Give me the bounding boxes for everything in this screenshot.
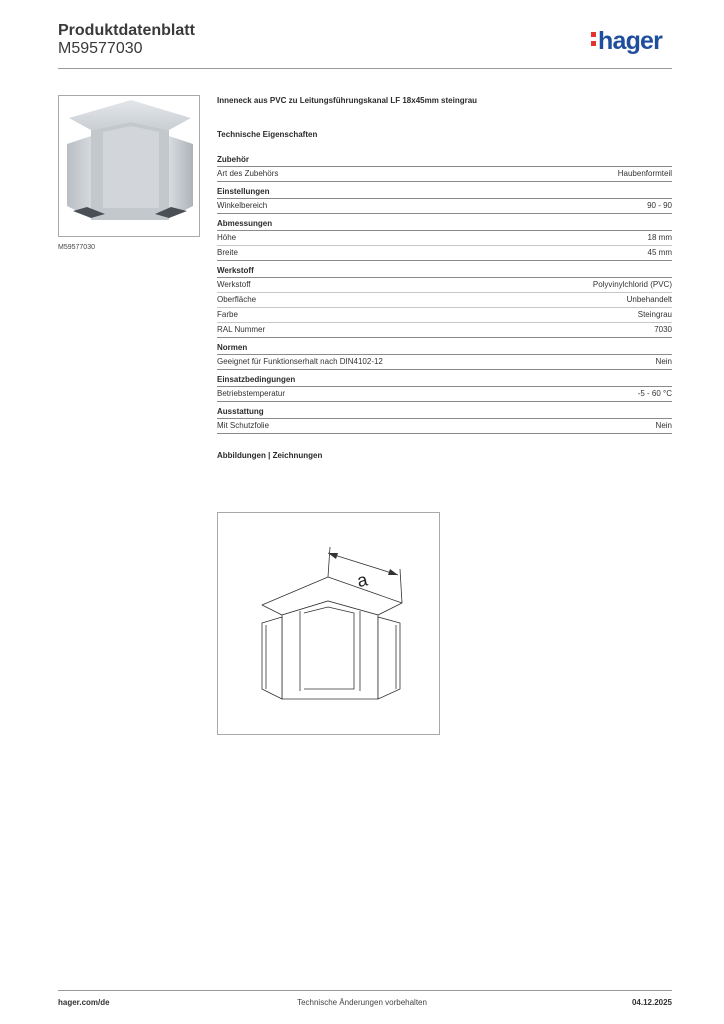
spec-group-ausstattung [217,406,672,434]
header-divider [58,68,672,69]
spec-row [217,231,672,246]
spec-group-title: Zubehör [217,154,672,167]
spec-row [217,308,672,323]
corner-piece-icon [59,96,199,236]
spec-value: 18 mm [647,233,672,242]
dimension-label: a [355,569,370,592]
spec-group-zubehoer [217,154,672,182]
spec-value: Nein [655,421,672,430]
spec-label: Geeignet für Funktionserhalt nach DIN4102-12 [217,357,383,366]
spec-label: Betriebstemperatur [217,389,286,398]
spec-value: Haubenformteil [617,169,672,178]
image-caption: M59577030 [58,244,95,251]
footer-notice: Technische Änderungen vorbehalten [297,998,427,1007]
page-title: Produktdatenblatt [58,22,195,39]
spec-group-einsatzbedingungen [217,374,672,402]
spec-group-normen [217,342,672,370]
footer-date: 04.12.2025 [631,998,672,1007]
spec-section [217,96,672,462]
footer-website-link[interactable]: hager.com/de [58,998,110,1007]
spec-value: Polyvinylchlorid (PVC) [592,280,672,289]
spec-group-title: Einstellungen [217,186,672,199]
hager-logo [591,28,662,54]
spec-value: Nein [655,357,672,366]
spec-label: Winkelbereich [217,201,268,210]
spec-value: 90 - 90 [647,201,672,210]
spec-group-title: Abmessungen [217,218,672,231]
spec-group-werkstoff [217,265,672,338]
spec-label: Art des Zubehörs [217,169,279,178]
spec-row [217,167,672,182]
spec-row [217,355,672,370]
spec-value: Unbehandelt [626,295,672,304]
spec-label: Oberfläche [217,295,257,304]
logo-text: hager [598,27,663,55]
spec-label: RAL Nummer [217,325,266,334]
tech-properties-heading: Technische Eigenschaften [217,130,318,139]
article-number: M59577030 [58,40,143,57]
technical-drawing [217,512,440,735]
spec-group-title: Einsatzbedingungen [217,374,672,387]
product-description: Inneneck aus PVC zu Leitungsführungskanal LF 18x45mm steingrau [217,96,478,105]
logo-dots-icon [591,31,596,48]
spec-value: Steingrau [637,310,672,319]
spec-row [217,323,672,338]
spec-label: Farbe [217,310,238,319]
spec-row [217,387,672,402]
spec-value: 7030 [654,325,672,334]
spec-group-abmessungen [217,218,672,261]
footer-divider [58,990,672,991]
spec-value: 45 mm [647,248,672,257]
spec-row [217,199,672,214]
spec-row [217,246,672,261]
spec-group-title: Normen [217,342,672,355]
spec-row [217,278,672,293]
spec-row [217,419,672,434]
spec-label: Breite [217,248,238,257]
spec-row [217,293,672,308]
spec-label: Mit Schutzfolie [217,421,270,430]
drawings-heading: Abbildungen | Zeichnungen [217,451,323,460]
spec-value: -5 - 60 °C [637,389,672,398]
spec-label: Höhe [217,233,237,242]
spec-group-title: Werkstoff [217,265,672,278]
product-image [58,95,200,237]
spec-group-title: Ausstattung [217,406,672,419]
spec-label: Werkstoff [217,280,251,289]
dimension-drawing-icon [218,513,439,734]
spec-group-einstellungen [217,186,672,214]
